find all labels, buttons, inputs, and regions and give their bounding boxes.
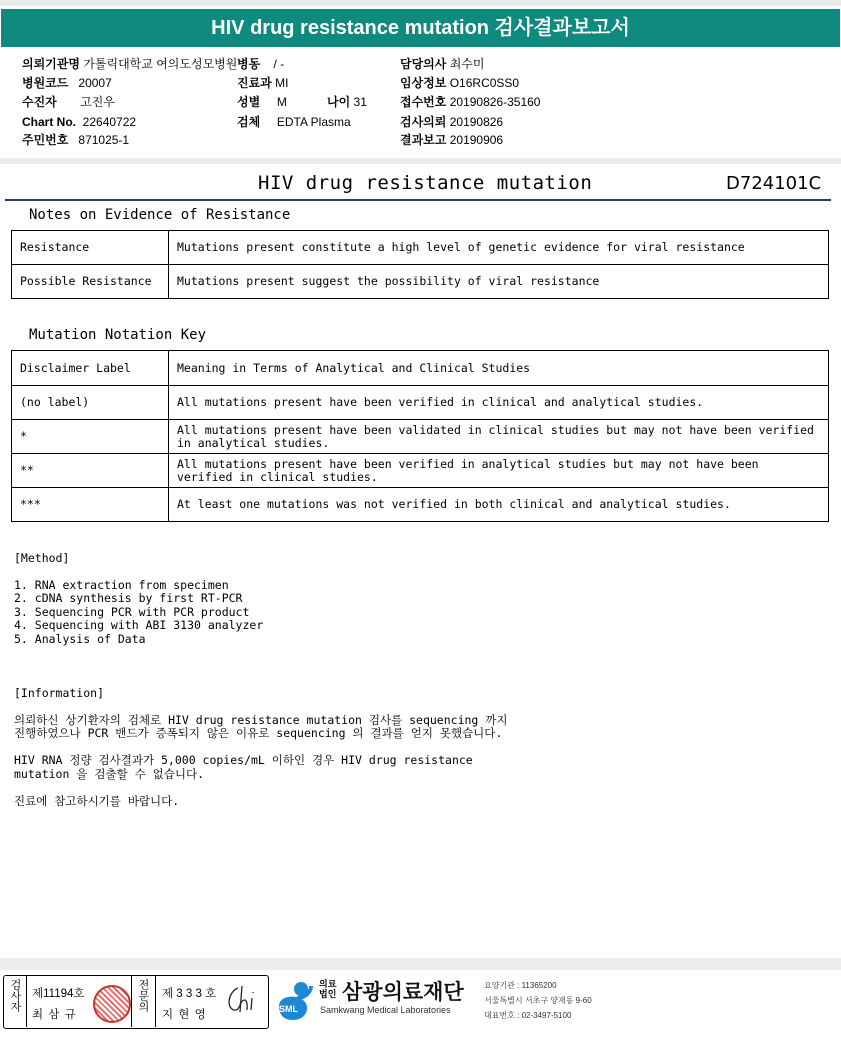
org-code: 요양기관 : 11365200 [484, 981, 557, 990]
id-row [22, 133, 129, 147]
divider [26, 976, 27, 1027]
method-step: 5. Analysis of Data [14, 632, 146, 646]
information-line: 진행하였으나 PCR 밴드가 증폭되지 않은 이유로 sequencing 의 결과를 얻지 못했습니다. [14, 726, 503, 740]
doctor-row [400, 57, 485, 71]
chart-row [22, 115, 136, 129]
specimen-value: EDTA Plasma [276, 115, 351, 129]
sex-label: 성별 [237, 95, 261, 109]
org-english-name: Samkwang Medical Laboratories [320, 1005, 451, 1015]
specimen-row [237, 115, 351, 129]
specialist-label-text: 전문의 [137, 979, 149, 1012]
method-step: 2. cDNA synthesis by first RT-PCR [14, 591, 243, 605]
information-line: HIV RNA 정량 검사결과가 5,000 copies/mL 이하인 경우 HIV drug resistance [14, 753, 473, 767]
patient-value: 고진우 [80, 95, 115, 109]
table-row [12, 454, 829, 488]
clinical-label: 임상정보 [400, 76, 447, 90]
patient-label: 수진자 [22, 95, 57, 109]
key-meaning-cell: At least one mutations was not verified in both clinical and analytical studies. [169, 488, 829, 522]
doctor-label: 담당의사 [400, 57, 447, 71]
specialist-label [134, 979, 152, 1015]
receipt-label: 접수번호 [400, 95, 447, 109]
signature-icon [222, 980, 264, 1020]
information-line: mutation 을 검출할 수 없습니다. [14, 767, 204, 781]
examiner-label-text: 검사자 [9, 979, 21, 1012]
notes-meaning-cell: Mutations present suggest the possibility of viral resistance [169, 265, 829, 299]
table-row [12, 420, 829, 454]
header-separator [0, 158, 841, 164]
code-value: 20007 [78, 76, 112, 90]
org-address: 서울특별시 서초구 양재동 9-60 [484, 996, 592, 1005]
table-row [12, 265, 829, 299]
examiner-label [6, 979, 24, 1015]
key-label-cell: ** [12, 454, 169, 488]
ward-value: / - [273, 57, 285, 71]
key-meaning-cell: All mutations present have been verified in analytical studies but may not have been verified in clinical studies. [169, 454, 829, 488]
request-label: 검사의뢰 [400, 115, 447, 129]
key-table [11, 350, 829, 522]
age-value: 31 [353, 95, 367, 109]
chart-value: 22640722 [82, 115, 137, 129]
org-prefix: 의료법인 [319, 979, 337, 999]
request-row [400, 115, 503, 129]
specimen-label: 검체 [237, 115, 261, 129]
receipt-row [400, 95, 540, 109]
method-step: 1. RNA extraction from specimen [14, 578, 229, 592]
id-value: 871025-1 [78, 133, 130, 147]
hospital-label: 의뢰기관명 [22, 57, 80, 71]
table-row [12, 351, 829, 386]
method-step: 4. Sequencing with ABI 3130 analyzer [14, 618, 264, 632]
notes-label-cell: Resistance [12, 231, 169, 265]
dept-value: MI [275, 76, 289, 90]
ward-label: 병동 [237, 57, 261, 71]
key-label-cell: (no label) [12, 386, 169, 420]
notes-label-cell: Possible Resistance [12, 265, 169, 299]
specialist-name: 지 현 영 [162, 1009, 207, 1021]
document-code: D724101C [726, 173, 822, 194]
report-banner: HIV drug resistance mutation 검사결과보고서 [1, 9, 840, 47]
id-label: 주민번호 [22, 133, 69, 147]
examiner-name: 최 삼 규 [32, 1009, 77, 1021]
title-rule [5, 199, 831, 201]
receipt-value: 20190826-35160 [449, 95, 541, 109]
sml-logo-text: SML [279, 1004, 298, 1014]
divider [131, 976, 132, 1027]
table-row [12, 231, 829, 265]
doctor-value: 최수미 [449, 57, 485, 71]
key-title: Mutation Notation Key [29, 327, 207, 343]
sex-value: M [276, 95, 287, 109]
document-title: HIV drug resistance mutation [258, 172, 593, 194]
information-title: [Information] [14, 686, 105, 700]
report-date-value: 20190906 [449, 133, 504, 147]
footer-separator [0, 958, 841, 970]
report-date-row [400, 133, 503, 147]
age-label: 나이 [327, 95, 351, 109]
report-date-label: 결과보고 [400, 133, 447, 147]
clinical-row [400, 76, 519, 90]
seal-stamp-icon [93, 985, 131, 1023]
key-meaning-cell: All mutations present have been verified in clinical and analytical studies. [169, 386, 829, 420]
notes-meaning-cell: Mutations present constitute a high level of genetic evidence for viral resistance [169, 231, 829, 265]
clinical-value: O16RC0SS0 [449, 76, 520, 90]
age-row [327, 95, 367, 109]
examiner-number: 제11194호 [32, 988, 85, 1000]
table-row [12, 386, 829, 420]
specialist-number: 제 3 3 3 호 [162, 988, 217, 1000]
key-meaning-cell: All mutations present have been validated in clinical studies but may not have been verified in analytical studies. [169, 420, 829, 454]
key-label-cell: Disclaimer Label [12, 351, 169, 386]
ward-row [237, 57, 284, 71]
org-phone: 대표번호 : 02-3497-5100 [484, 1011, 572, 1020]
dept-label: 진료과 [237, 76, 272, 90]
notes-table [11, 230, 829, 299]
information-line: 의뢰하신 상기환자의 검체로 HIV drug resistance mutation 검사를 sequencing 까지 [14, 713, 508, 727]
method-step: 3. Sequencing PCR with PCR product [14, 605, 250, 619]
method-title: [Method] [14, 551, 70, 565]
top-border [0, 0, 841, 6]
code-label: 병원코드 [22, 76, 69, 90]
request-value: 20190826 [449, 115, 504, 129]
notes-title: Notes on Evidence of Resistance [29, 207, 291, 223]
key-label-cell: *** [12, 488, 169, 522]
patient-row [22, 95, 115, 109]
org-name: 삼광의료재단 [342, 981, 464, 1004]
hospital-row [22, 57, 237, 71]
hospital-value: 가톨릭대학교 여의도성모병원 [83, 57, 238, 71]
dept-row [237, 76, 288, 90]
key-label-cell: * [12, 420, 169, 454]
key-meaning-cell: Meaning in Terms of Analytical and Clinical Studies [169, 351, 829, 386]
sex-row [237, 95, 287, 109]
table-row [12, 488, 829, 522]
information-line: 진료에 참고하시기를 바랍니다. [14, 794, 180, 808]
chart-label: Chart No. [22, 115, 76, 129]
code-row [22, 76, 112, 90]
sml-logo-icon [271, 978, 317, 1024]
divider [155, 976, 156, 1027]
